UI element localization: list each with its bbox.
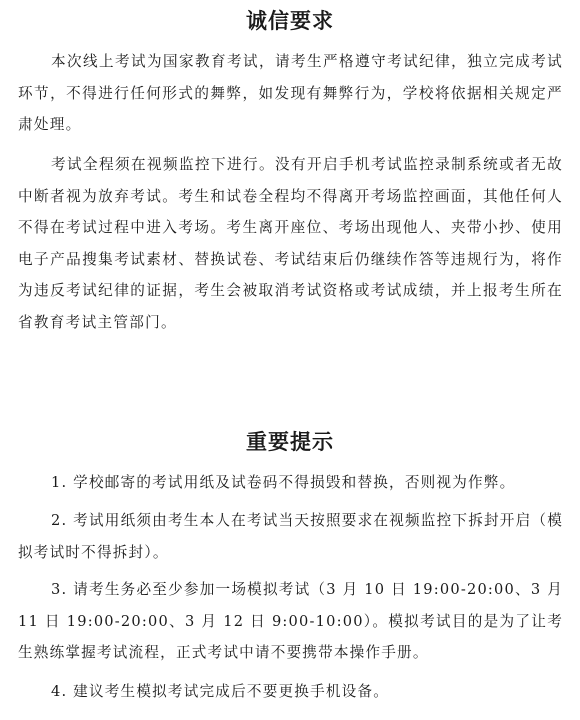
tips-section-title: 重要提示 bbox=[246, 430, 334, 454]
integrity-paragraph-2: 考试全程须在视频监控下进行。没有开启手机考试监控录制系统或者无故中断者视为放弃考试。考生和试卷全程均不得离开考场监控画面，其他任何人不得在考试过程中进入考场。考生离开座位、考场出现他人、夹带小抄、使用电子产品搜集考试素材、替换试卷、考试结束后仍继续作答等违规行为，将作为违反考试纪律的证据，考生会被取消考试资格或考试成绩，并上报考生所在省教育考试主管部门。 bbox=[18, 156, 563, 331]
tip-item-4: 4. 建议考生模拟考试完成后不要更换手机设备。 bbox=[51, 683, 390, 700]
integrity-paragraph-1: 本次线上考试为国家教育考试，请考生严格遵守考试纪律，独立完成考试环节，不得进行任何形式的舞弊，如发现有舞弊行为，学校将依据相关规定严肃处理。 bbox=[18, 53, 563, 133]
integrity-section-title: 诚信要求 bbox=[246, 9, 334, 33]
tip-item-3: 3. 请考生务必至少参加一场模拟考试（3 月 10 日 19:00-20:00、3 月 11 日 19:00-20:00、3 月 12 日 9:00-10:00）。模拟考试目的是为了让考生熟练掌握考试流程，正式考试中请不要携带本操作手册。 bbox=[18, 581, 563, 661]
tip-item-2: 2. 考试用纸须由考生本人在考试当天按照要求在视频监控下拆封开启（模拟考试时不得拆封）。 bbox=[18, 512, 563, 561]
tip-item-1: 1. 学校邮寄的考试用纸及试卷码不得损毁和替换，否则视为作弊。 bbox=[51, 474, 516, 491]
